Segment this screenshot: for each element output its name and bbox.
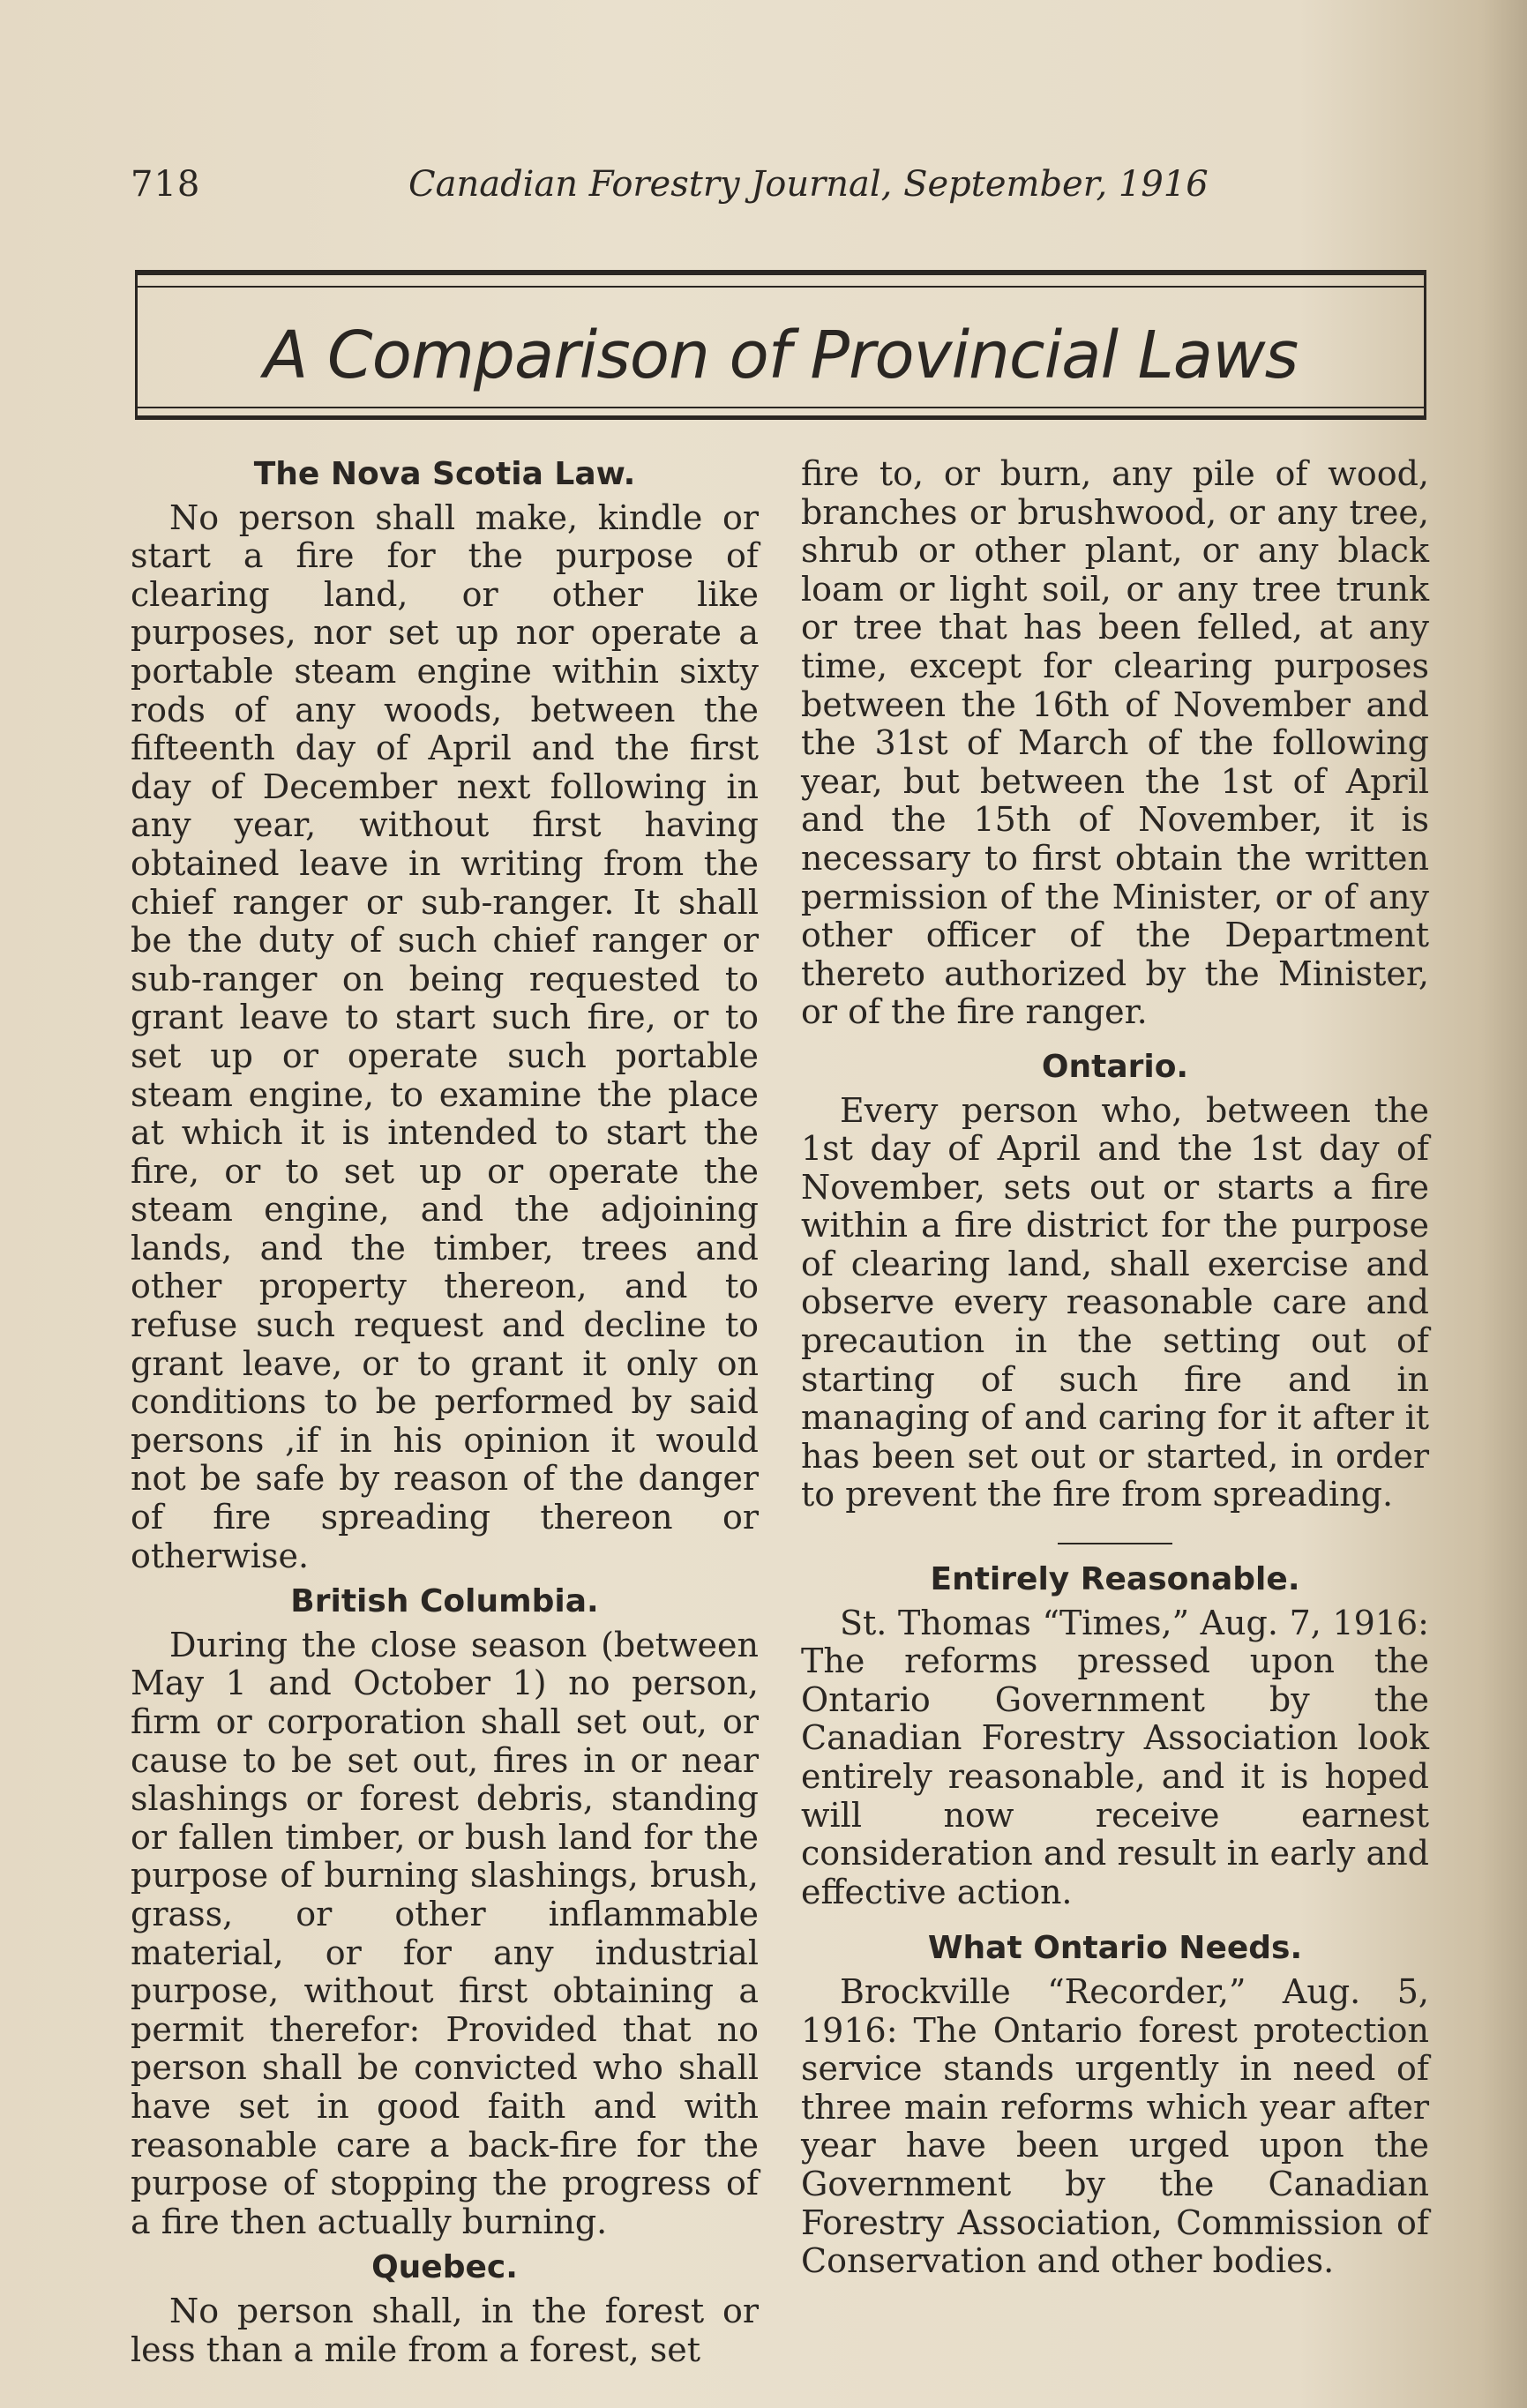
page-number: 718 <box>131 164 201 205</box>
article-title: A Comparison of Provincial Laws <box>263 318 1299 393</box>
running-title: Canadian Forestry Journal, September, 1916 <box>408 164 1209 205</box>
section-divider <box>1058 1543 1172 1544</box>
section-heading-what-ontario-needs: What Ontario Needs. <box>927 1930 1303 1967</box>
section-heading-quebec: Quebec. <box>371 2249 518 2286</box>
section-text-quebec-part2: fire to, or burn, any pile of wood, branches or brushwood, or any tree, shrub or other plant, or any black loam or light soil, or any tree trunk or tree that has been felled, at any time, except for clearing purposes between the 16th of November and the 31st of March of the following year, but between the 1st of April and the 15th of November, it is necessary to first obtain the written permission of the Minister, or of any other officer of the Department thereto authorized by the Minister, or of the fire ranger. <box>801 454 1429 1032</box>
section-heading-british-columbia: British Columbia. <box>290 1583 599 1620</box>
title-rule-top <box>135 286 1426 288</box>
section-heading-nova-scotia: The Nova Scotia Law. <box>253 456 636 492</box>
section-text-british-columbia: During the close season (between May 1 and October 1) no person, firm or corporation shall set out, or cause to be set out, fires in or near slashings or forest debris, standing or fallen timber, or bush land for the purpose of burning slashings, brush, grass, or other inflammable material, or for any industrial purpose, without first obtaining a permit therefor: Provided that no person shall be convicted who shall have set in good faith and with reasonable care a back-fire for the purpose of stopping the progress of a fire then actually burning. <box>131 1625 759 2241</box>
section-text-nova-scotia: No person shall make, kindle or start a fire for the purpose of clearing land, or other like purposes, nor set up nor operate a portable steam engine within sixty rods of any woods, between the fifteenth day of April and the first day of December next following in any year, without first having obtained leave in writing from the chief ranger or sub-ranger. It shall be the duty of such chief ranger or sub-ranger on being requested to grant leave to start such fire, or to set up or operate such portable steam engine, to examine the place at which it is intended to start the fire, or to set up or operate the steam engine, and the adjoining lands, and the timber, trees and other property thereon, and to refuse such request and decline to grant leave, or to grant it only on conditions to be performed by said persons ,if in his opinion it would not be safe by reason of the danger of fire spreading thereon or otherwise. <box>131 497 759 1575</box>
section-heading-entirely-reasonable: Entirely Reasonable. <box>930 1561 1300 1598</box>
section-heading-ontario: Ontario. <box>1041 1048 1189 1085</box>
section-text-ontario: Every person who, between the 1st day of April and the 1st day of November, sets out or starts a fire within a fire district for the purpose of clearing land, shall exercise and observe every reasonable care and precaution in the setting out of starting of such fire and in managing of and caring for it after it has been set out or started, in order to prevent the fire from spreading. <box>801 1090 1429 1514</box>
article-title-box <box>135 270 1426 420</box>
section-text-quebec-part1: No person shall, in the forest or less than a mile from a forest, set <box>131 2291 759 2369</box>
title-rule-bottom <box>135 407 1426 408</box>
right-column <box>801 455 1429 2281</box>
section-text-entirely-reasonable: St. Thomas “Times,” Aug. 7, 1916: The reforms pressed upon the Ontario Government by the Canadian Forestry Association look entirely reasonable, and it is hoped will now receive earnest consideration and result in early and effective action. <box>801 1603 1429 1911</box>
section-text-what-ontario-needs: Brockville “Recorder,” Aug. 5, 1916: The Ontario forest protection service stands urgently in need of three main reforms which year after year have been urged upon the Government by the Canadian Forestry Association, Commission of Conservation and other bodies. <box>801 1971 1429 2281</box>
left-column <box>131 455 759 2369</box>
running-header <box>131 164 1209 205</box>
